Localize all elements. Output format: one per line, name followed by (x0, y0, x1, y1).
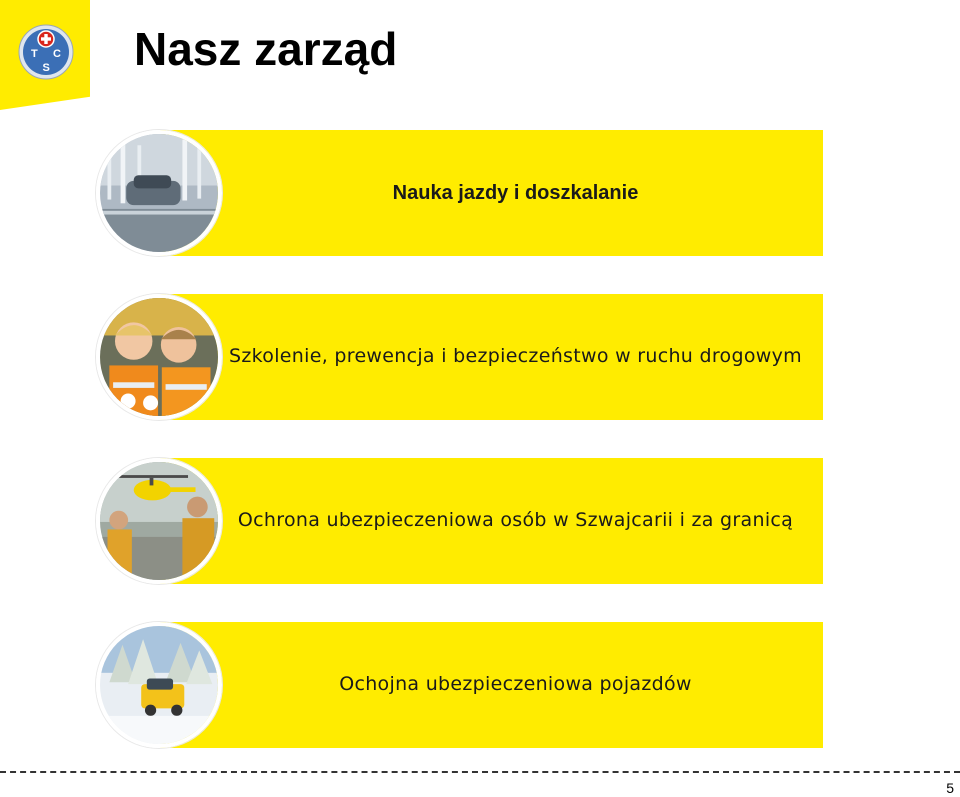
tcs-logo (18, 24, 74, 80)
service-band-3 (160, 458, 823, 584)
service-band-4 (160, 622, 823, 748)
rescue-helicopter-photo (96, 458, 222, 584)
service-label-4: Ochojna ubezpieczeniowa pojazdów (339, 673, 692, 696)
logo-letter-c: C (53, 48, 61, 60)
footer-divider (0, 771, 960, 773)
logo-panel (0, 0, 90, 110)
service-label-1: Nauka jazdy i doszkalanie (392, 181, 639, 204)
page-title: Nasz zarząd (134, 23, 398, 75)
snow-vehicle-photo (96, 622, 222, 748)
service-label-3: Ochrona ubezpieczeniowa osób w Szwajcarii i za granicą (237, 509, 794, 532)
logo-letter-t: T (31, 48, 38, 60)
service-band-2 (160, 294, 823, 420)
car-fountains-photo (96, 130, 222, 256)
service-band-1 (160, 130, 823, 256)
service-label-2: Szkolenie, prewencja i bezpieczeństwo w ruchu drogowym (229, 345, 802, 368)
logo-letter-s: S (42, 62, 50, 74)
children-safety-vests-photo (96, 294, 222, 420)
page-number: 5 (946, 780, 954, 796)
